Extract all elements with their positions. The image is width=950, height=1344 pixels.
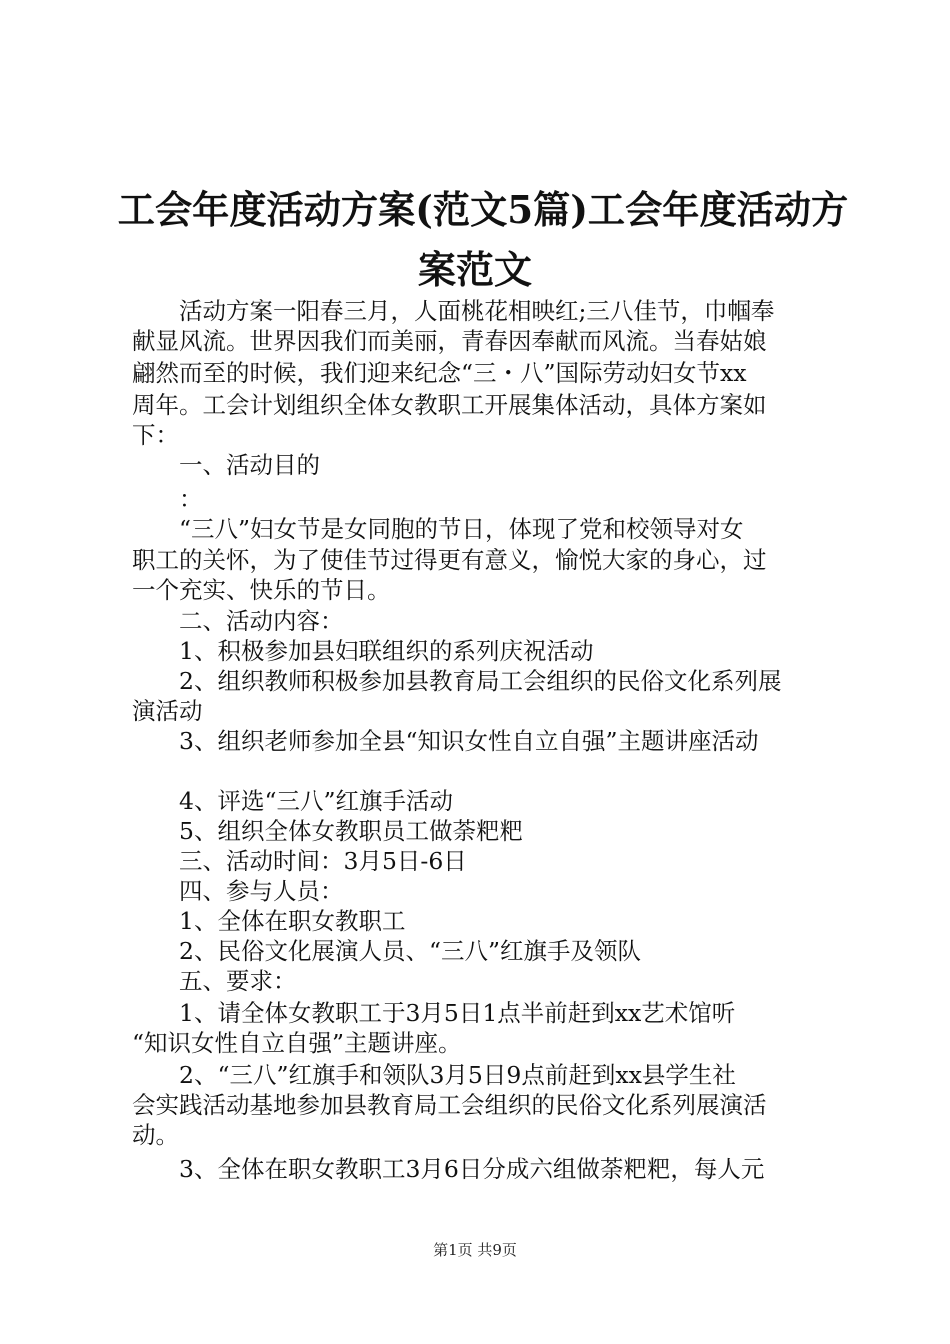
document-title-line-2: 案范文 [417, 247, 532, 292]
body-line: 5、组织全体女教职员工做荼粑粑 [132, 817, 523, 845]
body-line: 一、活动目的 [132, 451, 320, 479]
body-line: 1、请全体女教职工于3月5日1点半前赶到xx艺术馆听 [132, 999, 736, 1027]
body-line: 一个充实、快乐的节日。 [132, 576, 391, 604]
body-line: 四、参与人员： [132, 877, 344, 905]
body-line: 3、全体在职女教职工3月6日分成六组做荼粑粑，每人元 [132, 1155, 765, 1183]
body-line: 下： [132, 421, 179, 449]
body-line: 五、要求： [132, 967, 297, 995]
body-line: 3、组织老师参加全县“知识女性自立自强”主题讲座活动 [132, 727, 759, 755]
body-line: “三八”妇女节是女同胞的节日，体现了党和校领导对女 [132, 515, 744, 543]
body-line: 2、组织教师积极参加县教育局工会组织的民俗文化系列展 [132, 667, 782, 695]
body-line: 演活动 [132, 697, 203, 725]
body-line: 周年。工会计划组织全体女教职工开展集体活动，具体方案如 [132, 391, 767, 419]
body-line: 献显风流。世界因我们而美丽，青春因奉献而风流。当春姑娘 [132, 327, 767, 355]
body-line: 三、活动时间：3月5日-6日 [132, 847, 467, 875]
body-line: ： [132, 485, 203, 513]
body-line: “知识女性自立自强”主题讲座。 [132, 1029, 462, 1057]
body-line: 活动方案一阳春三月，人面桃花相映红;三八佳节，巾帼奉 [132, 297, 775, 325]
document-title-line-1: 工会年度活动方案(范文5篇)工会年度活动方 [117, 187, 849, 232]
body-line: 二、活动内容： [132, 607, 344, 635]
body-line: 动。 [132, 1121, 179, 1149]
body-line: 2、民俗文化展演人员、“三八”红旗手及领队 [132, 937, 641, 965]
body-line: 翩然而至的时候，我们迎来纪念“三・八”国际劳动妇女节xx [132, 359, 747, 387]
body-line: 4、评选“三八”红旗手活动 [132, 787, 453, 815]
body-line: 职工的关怀，为了使佳节过得更有意义，愉悦大家的身心，过 [132, 546, 767, 574]
body-line: 2、“三八”红旗手和领队3月5日9点前赶到xx县学生社 [132, 1061, 736, 1089]
body-line: 会实践活动基地参加县教育局工会组织的民俗文化系列展演活 [132, 1091, 767, 1119]
page-footer: 第1页 共9页 [433, 1241, 517, 1259]
body-line: 1、全体在职女教职工 [132, 907, 406, 935]
body-line: 1、积极参加县妇联组织的系列庆祝活动 [132, 637, 594, 665]
